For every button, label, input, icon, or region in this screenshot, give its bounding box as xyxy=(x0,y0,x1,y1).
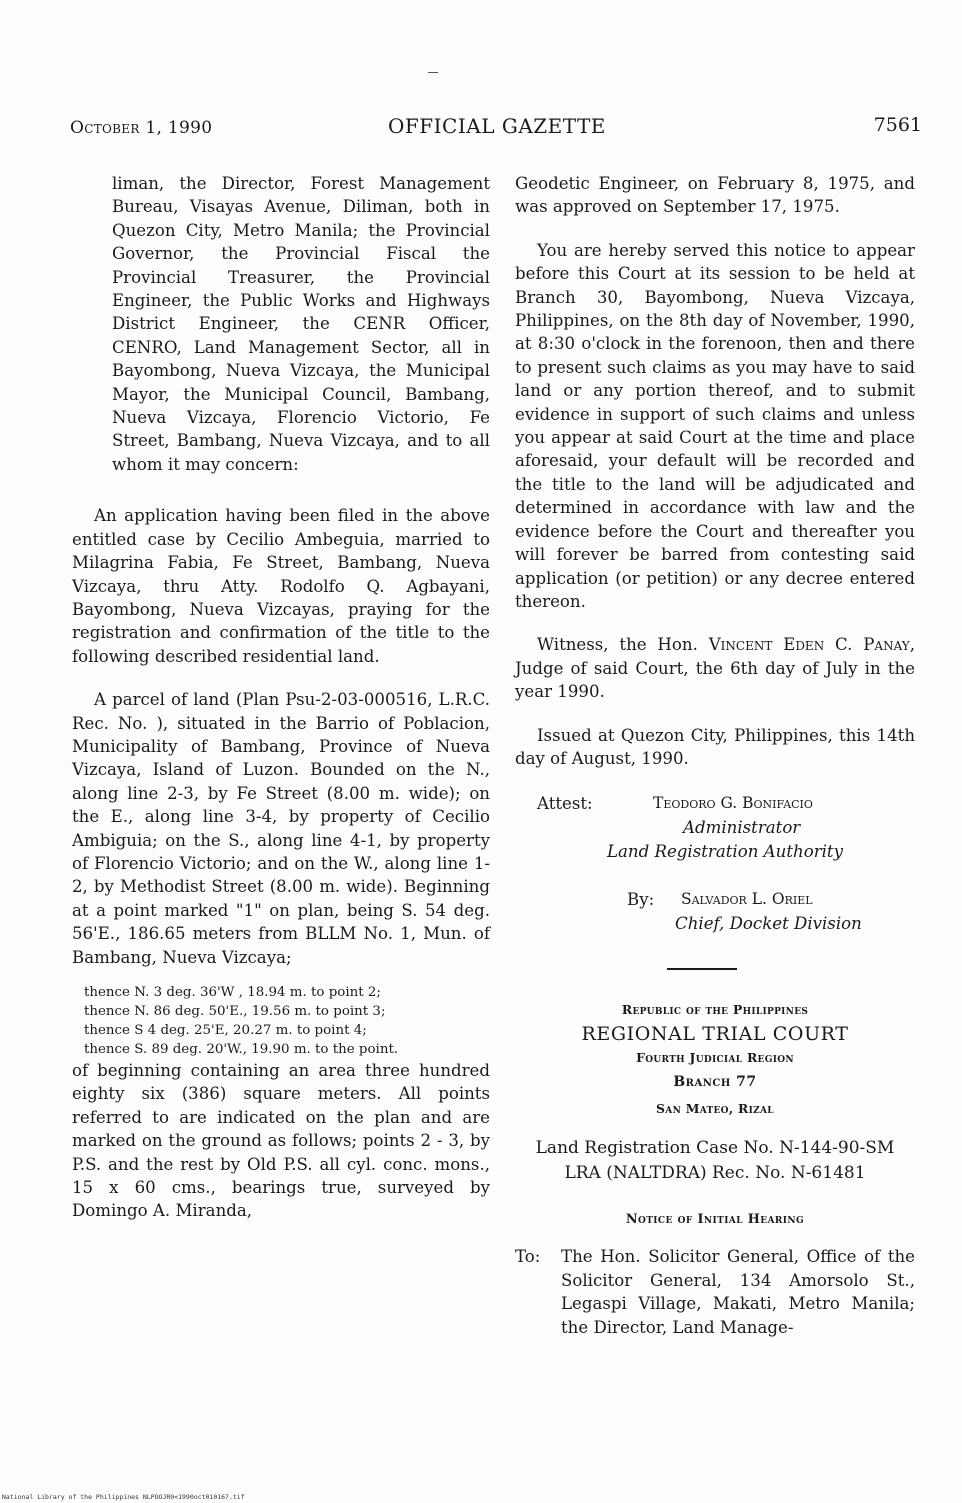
court-heading xyxy=(515,998,915,1120)
by-title: Chief, Docket Division xyxy=(675,914,862,934)
section-divider xyxy=(667,968,737,970)
course-line: thence N. 86 deg. 50'E., 19.56 m. to point 3; xyxy=(84,1004,386,1019)
witness-prefix: Witness, the Hon. xyxy=(537,635,709,655)
course-line: thence N. 3 deg. 36'W , 18.94 m. to point 2; xyxy=(84,985,381,1000)
to-block xyxy=(515,1245,915,1339)
to-label: To: xyxy=(515,1247,541,1267)
right-column xyxy=(515,172,915,1339)
by-label: By: xyxy=(627,890,655,910)
judge-name: Vincent Eden C. Panay xyxy=(708,635,910,655)
application-paragraph: An application having been filed in the above entitled case by Cecilio Ambeguia, married to Milagrina Fabia, Fe Street, Bambang, Nueva Vizcaya, thru Atty. Rodolfo Q. Agbayani, Bayombong, Nueva Vizcayas, praying for the registration and confirmation of the title to the following described residential land. xyxy=(72,506,490,666)
court-branch: Branch 77 xyxy=(673,1074,757,1091)
notice-title: Notice of Initial Hearing xyxy=(625,1211,805,1227)
technical-description xyxy=(84,983,490,1059)
to-text: The Hon. Solicitor General, Office of the Solicitor General, 134 Amorsolo St., Legaspi Village, Makati, Metro Manila; the Director, Land Manage- xyxy=(561,1247,915,1337)
attestation-block xyxy=(515,792,915,992)
course-line: thence S 4 deg. 25'E, 20.27 m. to point 4; xyxy=(84,1023,367,1038)
attest-name: Teodoro G. Bonifacio xyxy=(653,794,813,813)
court-region: Fourth Judicial Region xyxy=(636,1049,794,1065)
court-republic: Republic of the Philippines xyxy=(621,1002,809,1018)
header-page-number: 7561 xyxy=(873,114,922,136)
court-location: San Mateo, Rizal xyxy=(656,1100,774,1116)
header-date: October 1, 1990 xyxy=(70,118,213,138)
case-numbers xyxy=(515,1136,915,1186)
issued-paragraph: Issued at Quezon City, Philippines, this 14th day of August, 1990. xyxy=(515,725,915,768)
closing-paragraph: of beginning containing an area three hundred eighty six (386) square meters. All points referred to are indicated on the plan and are marked on the ground as follows; points 2 - 3, by P.S. and the rest by Old P.S. all cyl. conc. mons., 15 x 60 cms., bearings true, surveyed by Domingo A. Miranda, xyxy=(72,1061,490,1221)
scan-footer: National Library of the Philippines NLPOOJR0<1990oct010167.tif xyxy=(2,1493,245,1501)
case-line-2: LRA (NALTDRA) Rec. No. N-61481 xyxy=(564,1162,866,1183)
witness-paragraph xyxy=(515,633,915,703)
witness-suffix: , Judge of said Court, the 6th day of July in the year 1990. xyxy=(515,635,915,702)
by-name: Salvador L. Oriel xyxy=(681,890,813,909)
scan-mark xyxy=(428,72,438,73)
left-column xyxy=(72,172,490,1223)
survey-continued: Geodetic Engineer, on February 8, 1975, and was approved on September 17, 1975. xyxy=(515,174,915,217)
addressee-continued: liman, the Director, Forest Management Bureau, Visayas Avenue, Diliman, both in Quezon City, Metro Manila; the Provincial Governor, the Provincial Fiscal the Provincial Treasurer, the Provincial Engineer, the Public Works and Highways District Engineer, the CENR Officer, CENRO, Land Management Sector, all in Bayombong, Nueva Vizcaya, the Municipal Mayor, the Municipal Council, Bambang, Nueva Vizcaya, Florencio Victorio, Fe Street, Bambang, Nueva Vizcaya, and to all whom it may concern: xyxy=(112,174,490,474)
page-header xyxy=(70,114,922,144)
court-name: REGIONAL TRIAL COURT xyxy=(581,1022,849,1045)
attest-label: Attest: xyxy=(537,794,593,814)
attest-authority: Land Registration Authority xyxy=(607,842,843,862)
header-title: OFFICIAL GAZETTE xyxy=(388,114,606,138)
attest-title: Administrator xyxy=(683,818,801,838)
served-paragraph: You are hereby served this notice to appear before this Court at its session to be held at Branch 30, Bayombong, Nueva Vizcaya, Philippines, on the 8th day of November, 1990, at 8:30 o'clock in the forenoon, then and there to present such claims as you may have to said land or any portion thereof, and to submit evidence in support of such claims and unless you appear at said Court at the time and place aforesaid, your default will be recorded and the title to the land will be adjudicated and determined in accordance with law and the evidence before the Court and thereafter you will forever be barred from contesting said application (or petition) or any decree entered thereon. xyxy=(515,240,915,611)
course-line: thence S. 89 deg. 20'W., 19.90 m. to the point. xyxy=(84,1042,399,1057)
case-line-1: Land Registration Case No. N-144-90-SM xyxy=(535,1137,895,1158)
parcel-paragraph: A parcel of land (Plan Psu-2-03-000516, L.R.C. Rec. No. ), situated in the Barrio of Poblacion, Municipality of Bambang, Province of Nueva Vizcaya, Island of Luzon. Bounded on the N., along line 2-3, by Fe Street (8.00 m. wide); on the E., along line 3-4, by property of Cecilio Ambiguia; on the S., along line 4-1, by property of Florencio Victorio; and on the W., along line 1-2, by Methodist Street (8.00 m. wide). Beginning at a point marked "1" on plan, being S. 54 deg. 56'E., 186.65 meters from BLLM No. 1, Mun. of Bambang, Nueva Vizcaya; xyxy=(72,690,490,967)
